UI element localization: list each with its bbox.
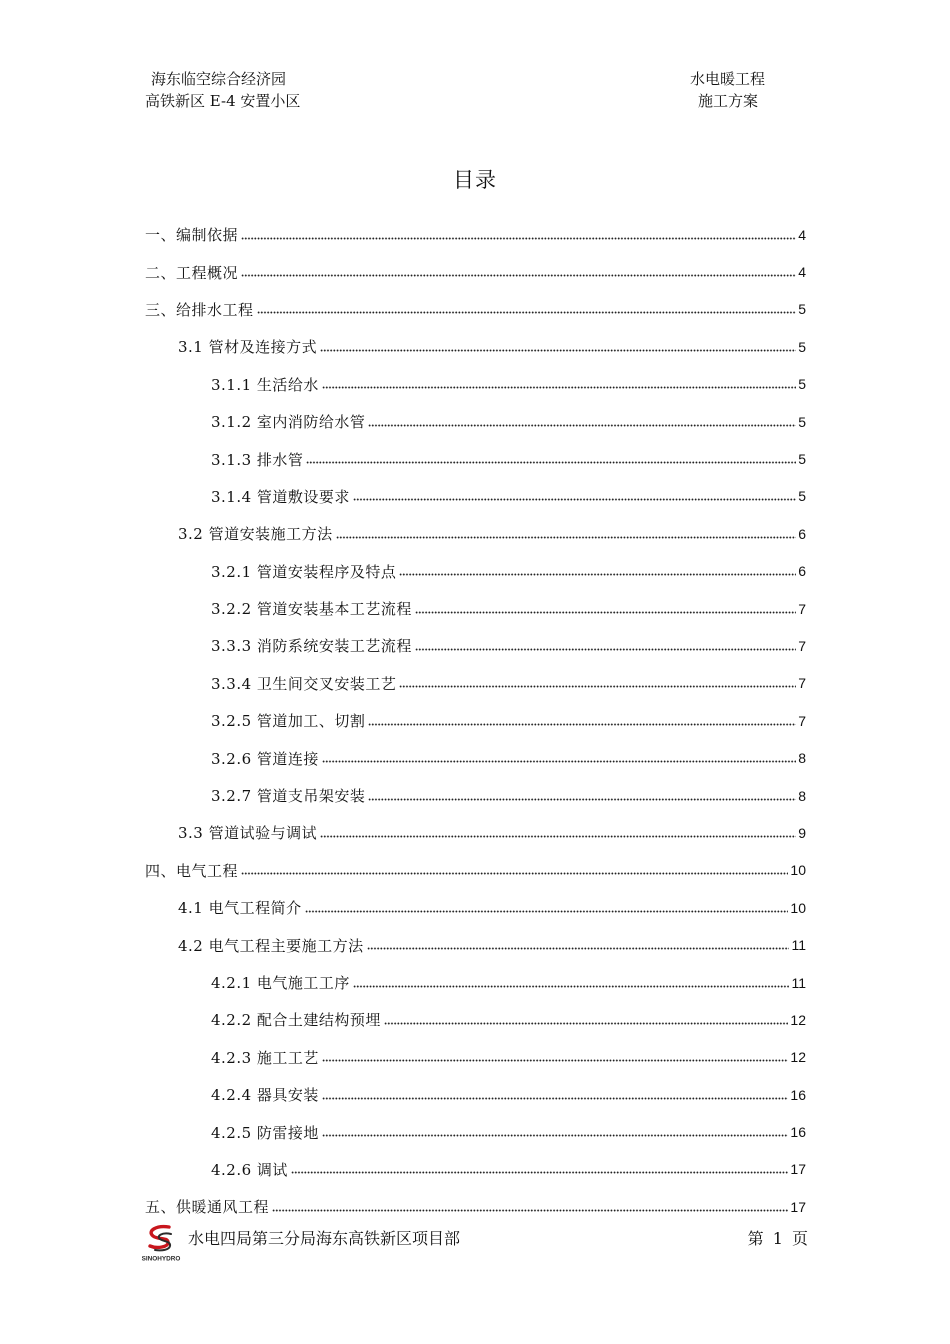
toc-entry-page: 5: [798, 488, 806, 505]
toc-entry-page: 10: [790, 899, 806, 916]
toc-title: 目录: [453, 168, 497, 192]
toc-dot-leader: [241, 267, 796, 277]
toc-entry-page: 17: [790, 1161, 806, 1178]
toc-entry[interactable]: [145, 889, 806, 926]
toc-entry[interactable]: [145, 814, 806, 851]
footer-organization: 水电四局第三分局海东高铁新区项目部: [188, 1229, 461, 1248]
header-right: [690, 68, 765, 112]
toc-dot-leader: [368, 791, 796, 801]
toc-entry-label: 4.2 电气工程主要施工方法: [178, 936, 364, 955]
toc-entry-label: 3.3.4 卫生间交叉安装工艺: [211, 674, 397, 693]
header-left: [145, 68, 300, 112]
toc-entry-label: 4.1 电气工程简介: [178, 899, 302, 918]
toc-entry[interactable]: [145, 702, 806, 739]
toc-entry-label: 4.2.2 配合土建结构预埋: [211, 1011, 381, 1030]
toc-entry-page: 6: [798, 525, 806, 542]
toc-entry[interactable]: [145, 777, 806, 814]
toc-dot-leader: [257, 304, 797, 314]
toc-entry-page: 7: [798, 637, 806, 654]
toc-entry-label: 3.2 管道安装施工方法: [178, 525, 333, 544]
toc-dot-leader: [368, 417, 796, 427]
toc-entry-page: 7: [798, 600, 806, 617]
toc-entry-label: 三、给排水工程: [145, 300, 254, 319]
toc-entry-label: 3.1.2 室内消防给水管: [211, 413, 366, 432]
toc-entry[interactable]: [145, 590, 806, 627]
toc-dot-leader: [322, 1090, 788, 1100]
toc-dot-leader: [322, 1127, 788, 1137]
header-engineering-type: 水电暖工程: [690, 70, 766, 88]
toc-entry-label: 3.2.2 管道安装基本工艺流程: [211, 600, 412, 619]
toc-entry[interactable]: [145, 964, 806, 1001]
table-of-contents: [145, 216, 806, 1226]
footer-page-number: 第 1 页: [747, 1229, 808, 1248]
toc-dot-leader: [320, 828, 796, 838]
toc-entry-label: 4.2.4 器具安装: [211, 1086, 319, 1105]
toc-entry-page: 6: [798, 563, 806, 580]
toc-entry-page: 17: [790, 1198, 806, 1215]
toc-dot-leader: [399, 678, 796, 688]
toc-entry[interactable]: [145, 665, 806, 702]
toc-entry-page: 7: [798, 675, 806, 692]
toc-dot-leader: [305, 903, 789, 913]
toc-entry-label: 4.2.3 施工工艺: [211, 1048, 319, 1067]
toc-dot-leader: [291, 1164, 788, 1174]
toc-dot-leader: [384, 1015, 788, 1025]
toc-dot-leader: [241, 865, 788, 875]
toc-entry-label: 4.2.6 调试: [211, 1160, 288, 1179]
toc-entry[interactable]: [145, 926, 806, 963]
toc-dot-leader: [367, 940, 790, 950]
sinohydro-logo-icon: [138, 1222, 184, 1262]
toc-entry-label: 3.3.3 消防系统安装工艺流程: [211, 637, 412, 656]
header-park-name: 海东临空综合经济园: [151, 70, 287, 88]
page-footer: [138, 1220, 808, 1262]
toc-dot-leader: [399, 566, 796, 576]
toc-entry-page: 5: [798, 413, 806, 430]
toc-entry-page: 12: [790, 1011, 806, 1028]
toc-entry-page: 5: [798, 451, 806, 468]
toc-entry-label: 3.1.4 管道敷设要求: [211, 487, 350, 506]
toc-entry[interactable]: [145, 403, 806, 440]
toc-entry-label: 3.2.5 管道加工、切割: [211, 712, 366, 731]
header-project-name: 高铁新区 E-4 安置小区: [145, 92, 301, 110]
toc-dot-leader: [306, 454, 796, 464]
toc-dot-leader: [415, 641, 796, 651]
toc-entry[interactable]: [145, 515, 806, 552]
toc-entry-page: 9: [798, 824, 806, 841]
toc-entry-label: 4.2.5 防雷接地: [211, 1123, 319, 1142]
toc-entry-page: 4: [798, 264, 806, 281]
toc-dot-leader: [336, 529, 797, 539]
toc-entry[interactable]: [145, 1001, 806, 1038]
toc-dot-leader: [353, 978, 790, 988]
toc-entry-label: 4.2.1 电气施工工序: [211, 974, 350, 992]
toc-dot-leader: [322, 753, 796, 763]
toc-entry[interactable]: [145, 1151, 806, 1188]
toc-entry-page: 4: [798, 226, 806, 243]
toc-entry-page: 10: [790, 862, 806, 879]
toc-entry[interactable]: [145, 739, 806, 776]
toc-dot-leader: [415, 604, 796, 614]
toc-dot-leader: [320, 342, 796, 352]
logo-text: SINOHYDRO: [141, 1255, 181, 1262]
toc-entry[interactable]: [145, 328, 806, 365]
toc-entry-page: 7: [798, 712, 806, 729]
toc-entry[interactable]: [145, 1039, 806, 1076]
toc-entry[interactable]: [145, 216, 806, 253]
toc-entry-page: 5: [798, 338, 806, 355]
toc-entry-label: 四、电气工程: [145, 861, 239, 880]
toc-entry[interactable]: [145, 291, 806, 328]
toc-entry-label: 3.2.1 管道安装程序及特点: [211, 562, 397, 581]
toc-entry[interactable]: [145, 440, 806, 477]
toc-entry-page: 16: [790, 1124, 806, 1141]
toc-entry-page: 5: [798, 376, 806, 393]
toc-entry-label: 二、工程概况: [145, 263, 239, 282]
header-document-type: 施工方案: [698, 92, 759, 110]
toc-entry[interactable]: [145, 553, 806, 590]
toc-entry-label: 3.2.7 管道支吊架安装: [211, 787, 366, 806]
toc-entry-page: 11: [791, 974, 806, 991]
toc-dot-leader: [241, 230, 796, 240]
toc-entry-label: 3.1.3 排水管: [211, 450, 304, 469]
toc-entry-page: 5: [798, 301, 806, 318]
toc-entry-page: 8: [798, 750, 806, 767]
toc-entry-label: 3.1.1 生活给水: [211, 375, 319, 394]
toc-entry[interactable]: [145, 366, 806, 403]
toc-entry-page: 12: [790, 1049, 806, 1066]
toc-dot-leader: [322, 379, 796, 389]
toc-entry-label: 一、编制依据: [145, 226, 239, 245]
toc-entry-page: 11: [791, 937, 806, 954]
toc-entry[interactable]: [145, 1076, 806, 1113]
toc-dot-leader: [322, 1052, 788, 1062]
toc-entry-label: 3.1 管材及连接方式: [178, 338, 318, 357]
toc-entry-page: 16: [790, 1086, 806, 1103]
toc-dot-leader: [368, 716, 796, 726]
toc-entry-label: 五、供暖通风工程: [145, 1198, 270, 1217]
toc-entry[interactable]: [145, 253, 806, 290]
toc-entry-label: 3.3 管道试验与调试: [178, 824, 318, 843]
toc-dot-leader: [353, 491, 796, 501]
toc-entry[interactable]: [145, 627, 806, 664]
toc-dot-leader: [272, 1202, 788, 1212]
toc-entry[interactable]: [145, 478, 806, 515]
toc-entry-label: 3.2.6 管道连接: [211, 749, 319, 768]
toc-entry[interactable]: [145, 1113, 806, 1150]
toc-entry[interactable]: [145, 852, 806, 889]
toc-entry-page: 8: [798, 787, 806, 804]
